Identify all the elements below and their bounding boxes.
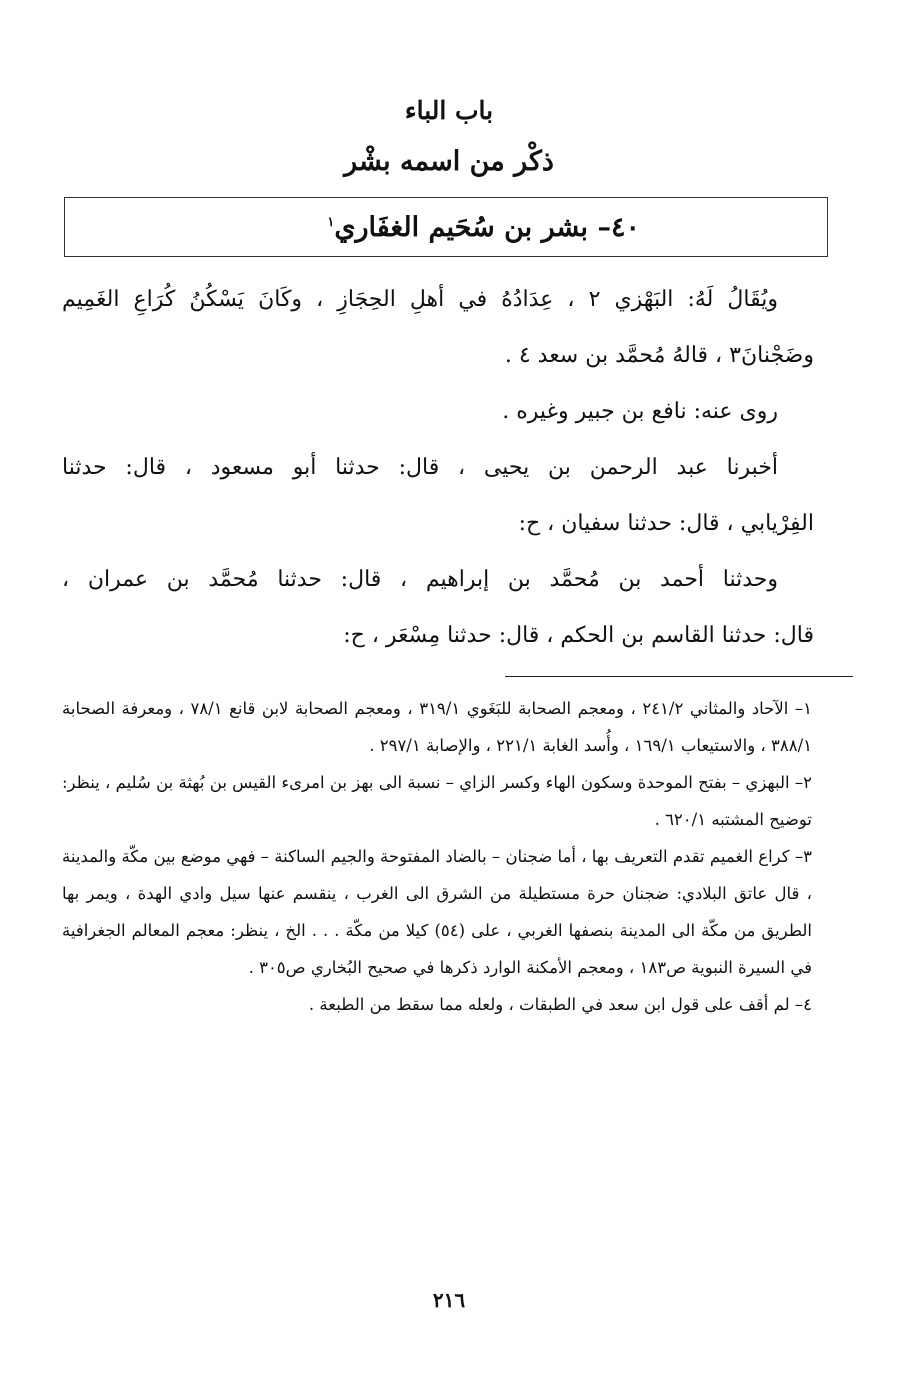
body-line: روى عنه: نافع بن جبير وغيره .	[502, 399, 778, 424]
body-line: أخبرنا عبد الرحمن بن يحيى ، قال: حدثنا أبو مسعود ، قال: حدثنا	[62, 455, 778, 480]
footnote: ٢– البهزي – بفتح الموحدة وسكون الهاء وكسر الزاي – نسبة الى بهز بن امرىء القيس بن بُهثة بن سُليم ، ينظر: توضيح المشتبه ٦٢٠/١ .	[62, 773, 812, 829]
entry-footnote-ref: ١	[327, 215, 335, 230]
body-text	[62, 272, 814, 664]
body-line: الفِرْيابي ، قال: حدثنا سفيان ، ح:	[518, 511, 814, 536]
entry-heading	[327, 212, 640, 243]
footnote: ١– الآحاد والمثاني ٢٤١/٢ ، ومعجم الصحابة للبَغَوي ٣١٩/١ ، ومعجم الصحابة لابن قانع ٧٨/١ ، ومعرفة الصحابة ٣٨٨/١ ، والاستيعاب ١٦٩/١ ، وأُسد الغابة ٢٢١/١ ، والإصابة ٢٩٧/١ .	[62, 699, 812, 755]
entry-name: بشر بن سُحَيم الغفَاري	[334, 212, 589, 243]
chapter-title: باب الباء	[404, 96, 494, 125]
page-number: ٢١٦	[432, 1288, 466, 1312]
body-line: ويُقَالُ لَهُ: البَهْزي ٢ ، عِدَادُهُ في أهلِ الحِجَازِ ، وكَانَ يَسْكُنُ كُرَاعِ الغَمِيم	[62, 287, 778, 312]
footnote-divider	[505, 676, 853, 677]
body-line: وحدثنا أحمد بن مُحمَّد بن إبراهيم ، قال: حدثنا مُحمَّد بن عمران ،	[62, 567, 778, 592]
section-title: ذكْر من اسمه بشْر	[344, 146, 554, 177]
footnote: ٣– كراع الغميم تقدم التعريف بها ، أما ضجنان – بالضاد المفتوحة والجيم الساكنة – فهي موضع بين مكّة والمدينة ، قال عاتق البلادي: ضجنان حرة مستطيلة من الشرق الى الغرب ، ينقسم عنها سيل وادي الهدة ، ويمر بها الطريق من مكّة الى المدينة بنصفها الغربي ، على (٥٤) كيلا من مكّة . . . الخ ، ينظر: معجم المعالم الجغرافية في السيرة النبوية ص١٨٣ ، ومعجم الأمكنة الوارد ذكرها في صحيح البُخاري ص٣٠٥ .	[62, 847, 812, 977]
body-line: قال: حدثنا القاسم بن الحكم ، قال: حدثنا مِسْعَر ، ح:	[343, 623, 814, 648]
body-line: وضَجْنانَ٣ ، قالهُ مُحمَّد بن سعد ٤ .	[504, 343, 814, 368]
footnote: ٤– لم أقف على قول ابن سعد في الطبقات ، ولعله مما سقط من الطبعة .	[308, 995, 812, 1014]
entry-number: ٤٠–	[588, 212, 640, 243]
footnotes	[62, 690, 812, 1023]
